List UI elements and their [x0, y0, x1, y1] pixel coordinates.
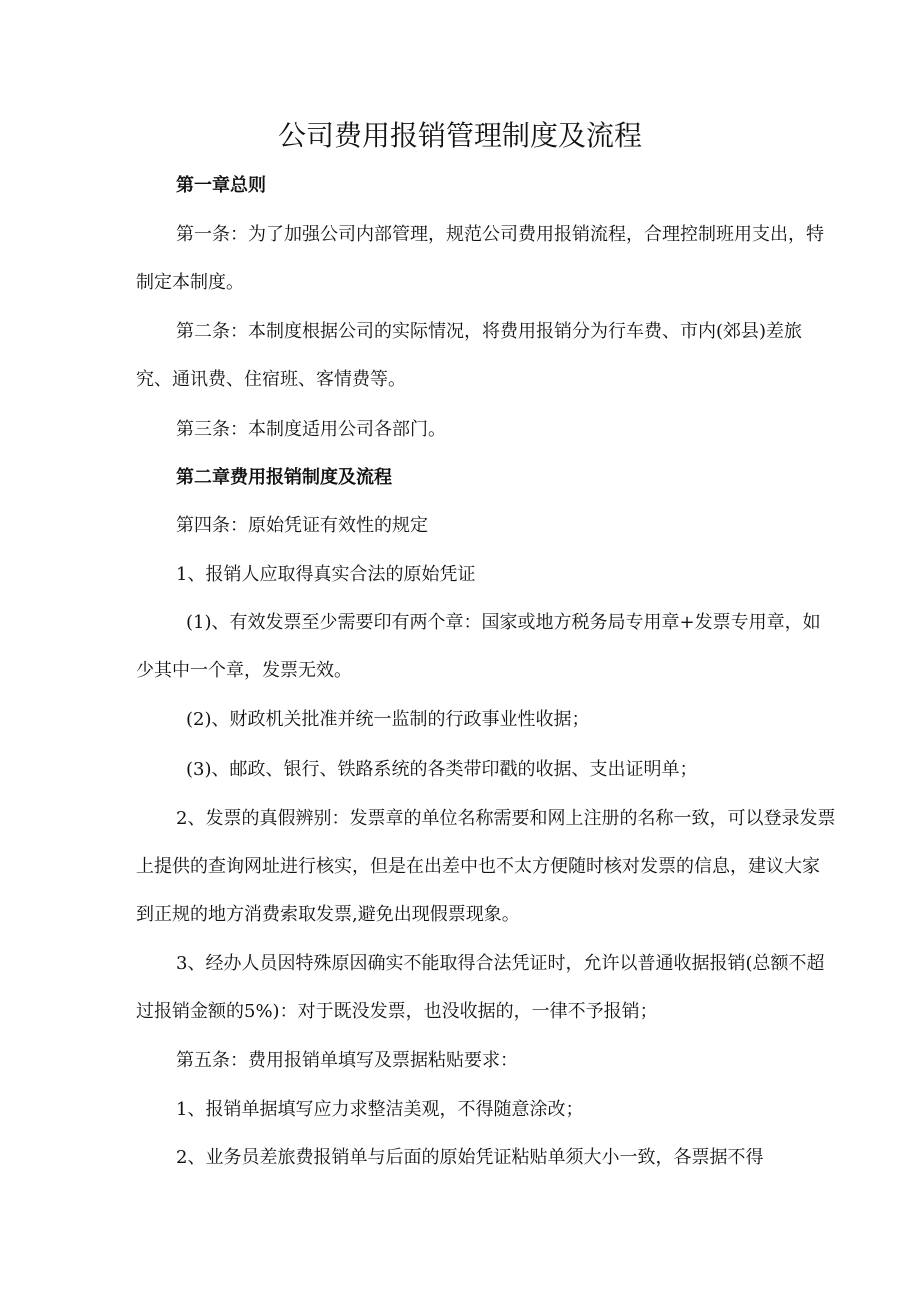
list-item-5-2: 2、业务员差旅费报销单与后面的原始凭证粘贴单须大小一致，各票据不得 [176, 1147, 764, 1168]
sub-item-2: (2)、财政机关批准并统一监制的行政事业性收据； [186, 709, 590, 730]
list-item-5-1: 1、报销单据填写应力求整洁美观，不得随意涂改； [176, 1099, 584, 1120]
sub-item-3: (3)、邮政、银行、铁路系统的各类带印戳的收据、支出证明单； [186, 759, 698, 780]
article-2: 第二条：本制度根据公司的实际情况，将费用报销分为行车费、市内(郊县)差旅究、通讯费、住宿班、客情费等。 [136, 321, 803, 390]
article-3: 第三条：本制度适用公司各部门。 [176, 419, 446, 440]
list-item-2: 2、发票的真假辨别：发票章的单位名称需要和网上注册的名称一致，可以登录发票上提供的查询网址进行核实，但是在出差中也不太方便随时核对发票的信息，建议大家到正规的地方消费索取发票,避免出现假票现象。 [136, 808, 836, 925]
article-4: 第四条：原始凭证有效性的规定 [176, 515, 428, 536]
list-item-1: 1、报销人应取得真实合法的原始凭证 [176, 564, 476, 585]
article-5: 第五条：费用报销单填写及票据粘贴要求： [176, 1050, 518, 1071]
document-title: 公司费用报销管理制度及流程 [277, 119, 642, 152]
chapter-heading-2: 第二章费用报销制度及流程 [176, 467, 392, 488]
sub-item-1: (1)、有效发票至少需要印有两个章：国家或地方税务局专用章+发票专用章，如少其中一个章，发票无效。 [136, 612, 821, 681]
list-item-3: 3、经办人员因特殊原因确实不能取得合法凭证时，允许以普通收据报销(总额不超过报销金额的5%)：对于既没发票，也没收据的，一律不予报销； [136, 953, 825, 1022]
article-1: 第一条：为了加强公司内部管理，规范公司费用报销流程，合理控制班用支出，特制定本制度。 [136, 224, 824, 293]
chapter-heading-1: 第一章总则 [176, 175, 266, 196]
